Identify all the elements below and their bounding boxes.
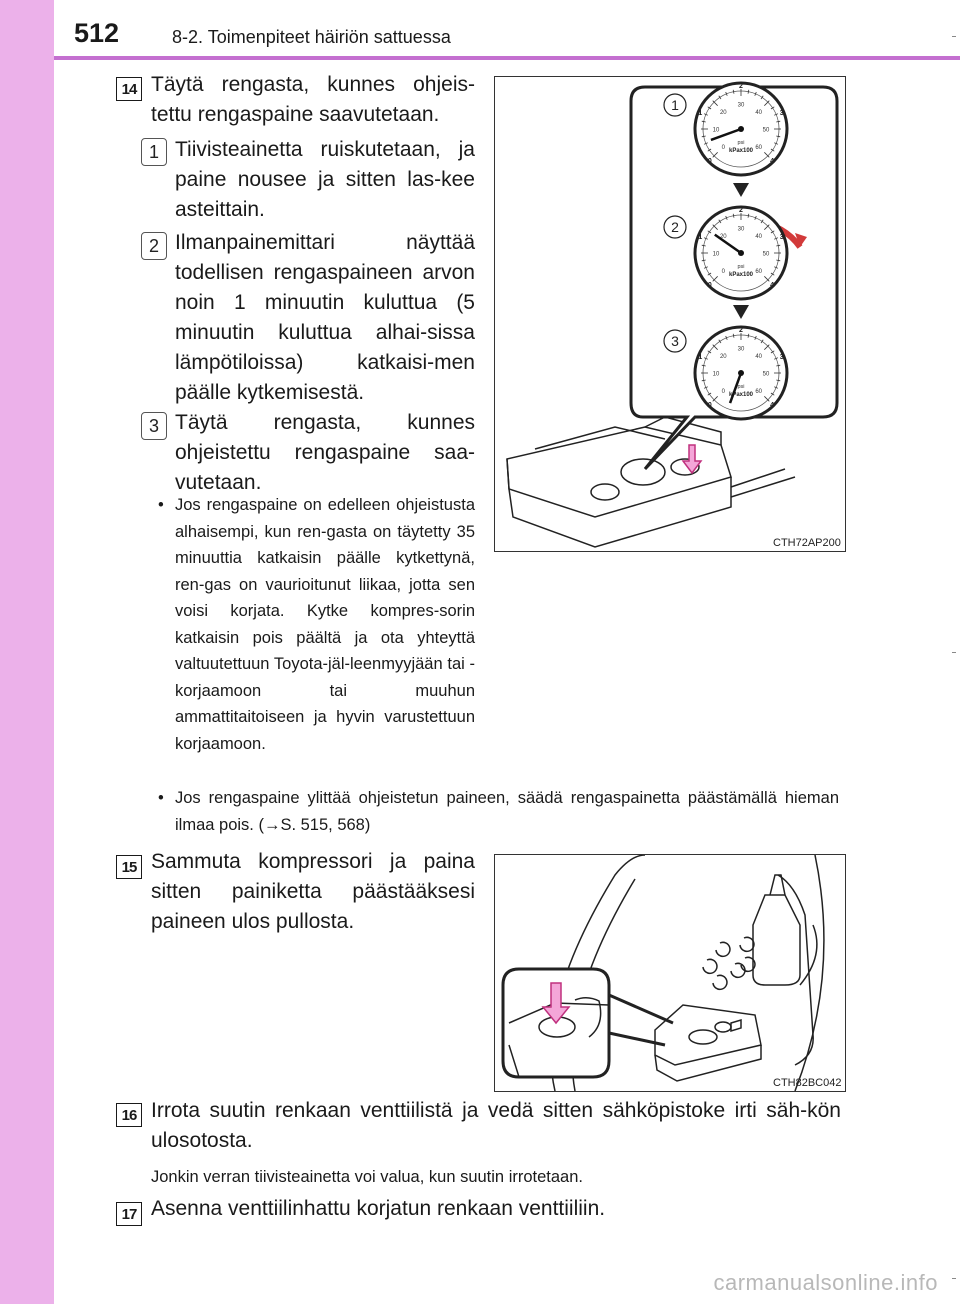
step-number-15: 15 bbox=[116, 855, 142, 879]
gauge-scale-label: 30 bbox=[737, 226, 745, 233]
crop-mark bbox=[952, 36, 956, 37]
gauge-scale-label: 3 bbox=[779, 234, 784, 242]
substep-number-1: 1 bbox=[141, 138, 167, 166]
gauge-scale-label: 60 bbox=[755, 389, 763, 396]
gauge-scale-label: 20 bbox=[719, 233, 727, 240]
header-divider bbox=[54, 56, 960, 60]
gauge-scale-label: 4 bbox=[770, 402, 775, 410]
callout-badge bbox=[664, 94, 686, 116]
figure-code: CTH82BC042 bbox=[773, 1077, 842, 1089]
figure-gauge-compressor bbox=[494, 76, 846, 552]
figure-code: CTH72AP200 bbox=[773, 537, 841, 549]
callout-badge bbox=[664, 216, 686, 238]
gauge-scale-label: 40 bbox=[755, 233, 763, 240]
section-title: 8-2. Toimenpiteet häiriön sattuessa bbox=[172, 27, 451, 47]
gauge-scale-label: 3 bbox=[779, 354, 784, 362]
step-16-text: Irrota suutin renkaan venttiilistä ja vedä sitten sähköpistoke irti säh-kön ulosotosta. bbox=[151, 1099, 841, 1152]
pressure-gauge-icon bbox=[695, 327, 787, 419]
step-number-16: 16 bbox=[116, 1103, 142, 1127]
gauge-scale-label: 50 bbox=[762, 251, 770, 258]
substep-1-text: Tiivisteainetta ruiskutetaan, ja paine nousee ja sitten las-kee asteittain. bbox=[175, 138, 475, 221]
gauge-illustration bbox=[495, 77, 845, 551]
gauge-scale-label: 0 bbox=[721, 269, 725, 276]
step-17-text: Asenna venttiilinhattu korjatun renkaan venttiiliin. bbox=[151, 1197, 606, 1220]
bullet-item bbox=[158, 785, 839, 838]
bullet-dot: • bbox=[158, 496, 164, 514]
gauge-scale-label: 10 bbox=[712, 251, 720, 258]
callout-number: 2 bbox=[671, 219, 679, 235]
step-14-text: Täytä rengasta, kunnes ohjeis-tettu rengaspaine saavutetaan. bbox=[151, 73, 475, 126]
gauge-scale-label: 30 bbox=[737, 102, 745, 109]
gauge-scale-label: 20 bbox=[719, 109, 727, 116]
gauge-scale-label: 2 bbox=[739, 83, 743, 90]
step-15-text: Sammuta kompressori ja paina sitten painiketta päästääksesi paineen ulos pullosta. bbox=[151, 850, 475, 933]
gauge-scale-label: 0 bbox=[707, 402, 712, 410]
callout-number: 1 bbox=[671, 97, 679, 113]
gauge-scale-label: 0 bbox=[707, 158, 712, 166]
gauge-scale-label: 3 bbox=[779, 110, 784, 118]
gauge-unit-label: psi bbox=[737, 140, 745, 146]
bullet-item bbox=[158, 492, 475, 757]
gauge-scale-label: 10 bbox=[712, 127, 720, 134]
gauge-unit-label: psi bbox=[737, 264, 745, 270]
sidebar-tab bbox=[0, 0, 54, 1304]
gauge-unit-label: psi bbox=[737, 384, 745, 390]
gauge-scale-label: 60 bbox=[755, 269, 763, 276]
gauge-scale-label: 0 bbox=[721, 145, 725, 152]
substep-number-3: 3 bbox=[141, 412, 167, 440]
substep-2-text: Ilmanpainemittari näyttää todellisen rengaspaineen arvon noin 1 minuutin kuluttua (5 minuutin kuluttua alhai-sissa lämpötiloissa) katkaisi-men päälle kytkemisestä. bbox=[175, 231, 475, 404]
gauge-scale-label: 4 bbox=[770, 282, 775, 290]
gauge-scale-label: 0 bbox=[721, 389, 725, 396]
gauge-scale-label: 10 bbox=[712, 371, 720, 378]
gauge-scale-label: 50 bbox=[762, 127, 770, 134]
callout-badge bbox=[664, 330, 686, 352]
step-number-17: 17 bbox=[116, 1202, 142, 1226]
step-number-14: 14 bbox=[116, 77, 142, 101]
crop-mark bbox=[952, 652, 956, 653]
gauge-unit-label: kPax100 bbox=[728, 148, 754, 154]
pressure-gauge-icon bbox=[695, 83, 787, 175]
substep-3-text: Täytä rengasta, kunnes ohjeistettu rengaspaine saa-vutetaan. bbox=[175, 411, 475, 494]
crop-mark bbox=[952, 1278, 956, 1279]
gauge-scale-label: 20 bbox=[719, 353, 727, 360]
figure-compressor-release bbox=[494, 854, 846, 1092]
gauge-scale-label: 1 bbox=[698, 234, 703, 242]
bullet-text: Jos rengaspaine ylittää ohjeistetun paineen, säädä rengaspainetta päästämällä hieman ilmaa pois. (→S. 515, 568) bbox=[175, 789, 839, 834]
gauge-unit-label: kPax100 bbox=[728, 272, 754, 278]
gauge-scale-label: 2 bbox=[739, 327, 743, 334]
step-16-note: Jonkin verran tiivisteainetta voi valua, kun suutin irrotetaan. bbox=[151, 1168, 583, 1186]
pressure-gauge-icon bbox=[695, 207, 787, 299]
gauge-scale-label: 50 bbox=[762, 371, 770, 378]
gauge-scale-label: 2 bbox=[739, 207, 743, 214]
substep-number-2: 2 bbox=[141, 232, 167, 260]
gauge-unit-label: kPax100 bbox=[728, 392, 754, 398]
watermark-text: carmanualsonline.info bbox=[713, 1270, 938, 1295]
callout-number: 3 bbox=[671, 333, 679, 349]
gauge-scale-label: 1 bbox=[698, 354, 703, 362]
gauge-scale-label: 0 bbox=[707, 282, 712, 290]
bullet-dot: • bbox=[158, 789, 164, 807]
gauge-scale-label: 1 bbox=[698, 110, 703, 118]
gauge-scale-label: 40 bbox=[755, 109, 763, 116]
gauge-scale-label: 4 bbox=[770, 158, 775, 166]
gauge-scale-label: 30 bbox=[737, 346, 745, 353]
release-illustration bbox=[495, 855, 845, 1091]
gauge-scale-label: 60 bbox=[755, 145, 763, 152]
bullet-text: Jos rengaspaine on edelleen ohjeistusta alhaisempi, kun ren-gasta on täytetty 35 minuuttia katkaisin päälle kytkettynä, ren-gas on vaurioitunut liikaa, jotta sen voisi korjata. Kytke kompres-sorin katkaisin pois päältä ja ota yhteyttä valtuutettuun Toyota-jäl-leenmyyjään tai -korjaamoon tai muuhun ammattitaitoiseen ja hyvin varustettuun korjaamoon. bbox=[175, 496, 475, 753]
page-number: 512 bbox=[74, 18, 120, 48]
gauge-scale-label: 40 bbox=[755, 353, 763, 360]
